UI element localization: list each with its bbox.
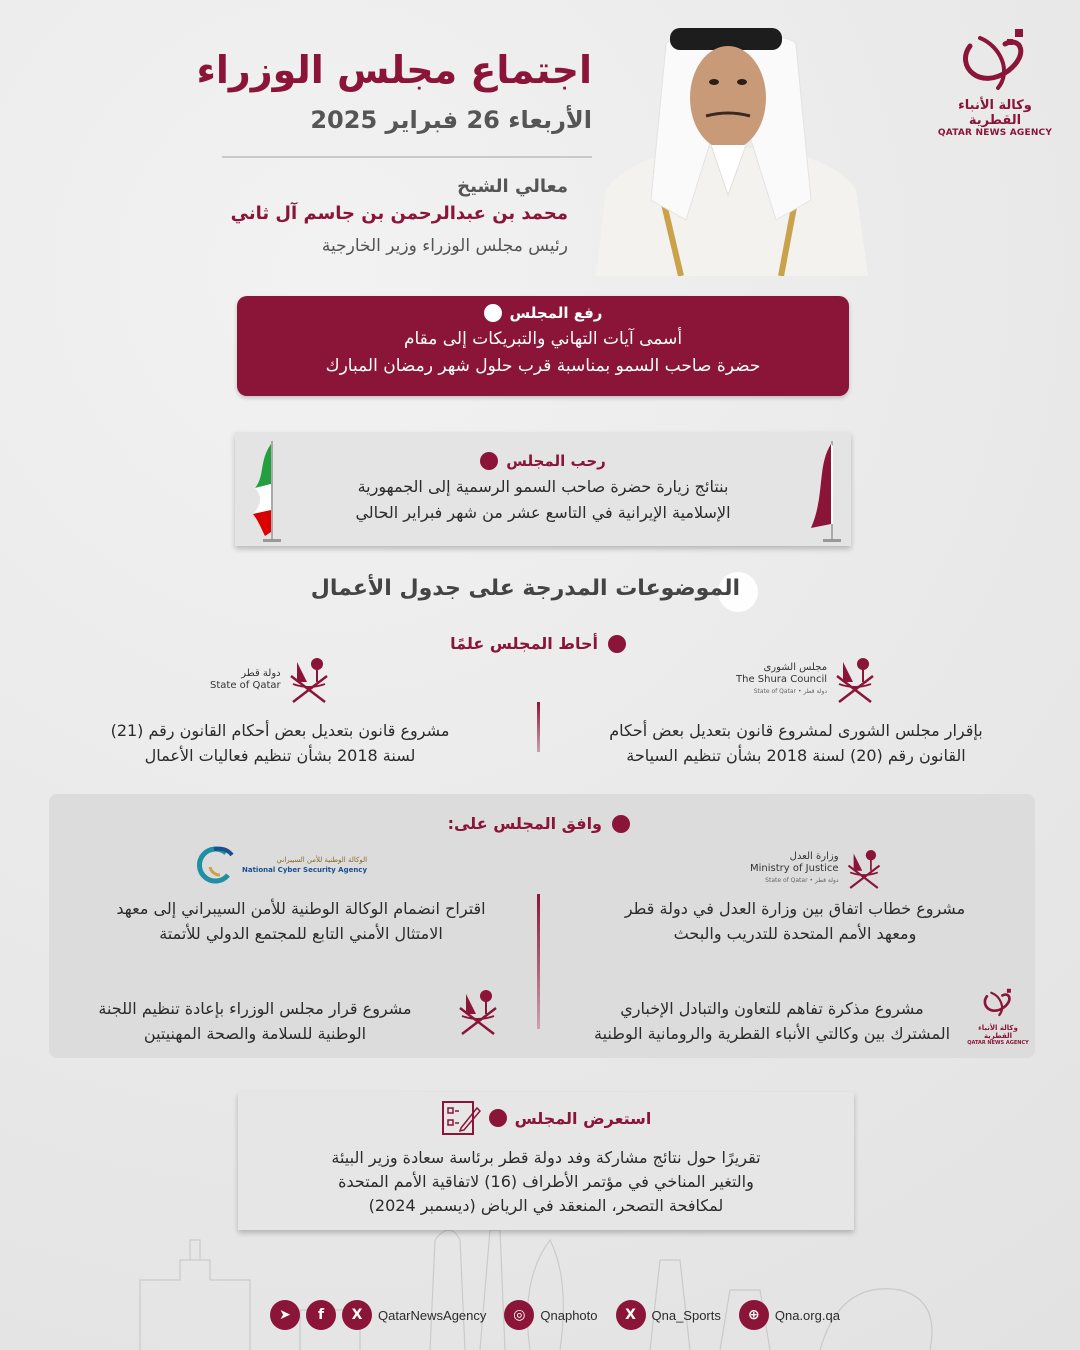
noted-heading-label: أحاط المجلس علمًا: [450, 634, 598, 653]
logo-label-en: National Cyber Security Agency: [242, 866, 368, 874]
item-line-2: المشترك بين وكالتي الأنباء القطرية والرومانية الوطنية: [593, 1024, 951, 1043]
logo-label-ar: وكالة الأنباء القطرية: [978, 1024, 1018, 1040]
reviewed-box: [238, 1092, 854, 1230]
qna-name-ar: وكالة الأنباء القطرية: [958, 98, 1032, 128]
ncsa-logo: [196, 845, 367, 885]
instagram-icon[interactable]: ◎: [504, 1300, 534, 1330]
handle-qnaphoto[interactable]: Qnaphoto: [540, 1307, 598, 1323]
item-line-1: مشروع قانون بتعديل بعض أحكام القانون رقم (21): [110, 721, 450, 740]
approved-item-safety-committee: [70, 996, 440, 1046]
noted-heading: [450, 634, 626, 653]
logo-label-sub: State of Qatar • دولة قطر: [765, 877, 839, 884]
logo-label-en: State of Qatar: [210, 680, 281, 691]
ministry-of-justice-logo: [750, 848, 883, 890]
qatar-emblem-icon: [833, 656, 877, 704]
globe-icon[interactable]: ⊕: [739, 1300, 769, 1330]
qna-small-logo: [966, 986, 1030, 1046]
logo-label-ar: دولة قطر: [241, 668, 281, 679]
approved-heading-label: وافق المجلس على:: [447, 814, 602, 833]
noted-item-business-events: [70, 718, 490, 768]
person-name: محمد بن عبدالرحمن بن جاسم آل ثاني: [230, 203, 568, 224]
raised-heading: رفع المجلس: [509, 304, 603, 322]
facebook-icon[interactable]: f: [306, 1300, 336, 1330]
bullet-icon: [608, 635, 626, 653]
qna-emblem-icon: [950, 26, 1040, 96]
qna-logo: [930, 26, 1060, 136]
reviewed-line-1: تقريرًا حول نتائج مشاركة وفد دولة قطر برئاسة سعادة وزير البيئة: [331, 1148, 761, 1167]
qatar-emblem-icon: [456, 988, 500, 1036]
logo-label-sub: State of Qatar • دولة قطر: [753, 688, 828, 695]
item-line-1: مشروع خطاب اتفاق بين وزارة العدل في دولة قطر: [624, 899, 966, 918]
item-line-2: الامتثال الأمني التابع للمجتمع الدولي للأتمتة: [159, 924, 443, 943]
logo-label-ar: الوكالة الوطنية للأمن السيبراني: [276, 856, 368, 864]
raised-line-2: حضرة صاحب السمو بمناسبة قرب حلول شهر رمضان المبارك: [325, 356, 761, 376]
item-line-1: اقتراح انضمام الوكالة الوطنية للأمن السيبراني إلى معهد: [116, 899, 486, 918]
qna-name-en: QATAR NEWS AGENCY: [937, 128, 1053, 138]
item-line-2: لسنة 2018 بشأن تنظيم فعاليات الأعمال: [144, 746, 416, 765]
checklist-icon: [441, 1100, 481, 1136]
honorific: معالي الشيخ: [457, 176, 568, 197]
social-footer: [270, 1300, 852, 1330]
header-divider: [222, 156, 592, 158]
logo-label-en: QATAR NEWS AGENCY: [967, 1040, 1029, 1046]
person-role: رئيس مجلس الوزراء وزير الخارجية: [321, 236, 568, 256]
bullet-icon: [489, 1109, 507, 1127]
approved-item-justice: [600, 896, 990, 946]
raised-line-1: أسمى آيات التهاني والتبريكات إلى مقام: [403, 329, 683, 349]
item-line-1: مشروع مذكرة تفاهم للتعاون والتبادل الإخباري: [620, 999, 924, 1018]
bullet-icon: [612, 815, 630, 833]
shura-council-logo: [736, 656, 877, 704]
reviewed-line-3: لمكافحة التصحر، المنعقد في الرياض (ديسمبر 2024): [368, 1196, 724, 1215]
qatar-emblem-icon: [845, 848, 883, 890]
handle-qna-sports[interactable]: Qna_Sports: [651, 1307, 721, 1323]
logo-label-ar: مجلس الشورى: [763, 662, 828, 673]
bullet-icon: [480, 452, 498, 470]
x-icon[interactable]: X: [342, 1300, 372, 1330]
qna-emblem-icon: [978, 986, 1018, 1020]
logo-label-ar: وزارة العدل: [789, 851, 839, 862]
item-line-2: الوطنية للسلامة والصحة المهنيتين: [143, 1024, 367, 1043]
meeting-date: الأربعاء 26 فبراير 2025: [310, 106, 592, 134]
doha-skyline-illustration: [100, 1220, 1000, 1350]
item-line-2: ومعهد الأمم المتحدة للتدريب والبحث: [673, 924, 917, 943]
qatar-flag-icon: [797, 436, 845, 546]
iran-flag-icon: [243, 436, 291, 546]
column-separator: [537, 894, 540, 1029]
column-separator: [537, 702, 540, 752]
raised-congratulations-box: [237, 296, 849, 396]
noted-item-shura: [596, 718, 996, 768]
welcomed-box: [235, 432, 851, 546]
approved-heading: [448, 814, 630, 833]
bullet-icon: [484, 304, 502, 322]
website-link[interactable]: Qna.org.qa: [774, 1307, 840, 1323]
welcomed-line-2: الإسلامية الإيرانية في التاسع عشر من شهر فبراير الحالي: [355, 503, 731, 522]
logo-label-en: The Shura Council: [736, 674, 828, 685]
logo-label-en: Ministry of Justice: [750, 863, 839, 874]
reviewed-line-2: والتغير المناخي في مؤتمر الأطراف (16) لاتفاقية الأمم المتحدة: [338, 1172, 754, 1191]
welcomed-heading: رحب المجلس: [506, 452, 606, 470]
handle-qatarnewsagency[interactable]: QatarNewsAgency: [378, 1307, 487, 1323]
telegram-icon[interactable]: ➤: [270, 1300, 300, 1330]
approved-item-news-mou: [582, 996, 962, 1046]
welcomed-line-1: بنتائج زيارة حضرة صاحب السمو الرسمية إلى الجمهورية: [357, 477, 729, 496]
x-icon[interactable]: X: [616, 1300, 646, 1330]
page-title: اجتماع مجلس الوزراء: [196, 48, 592, 92]
agenda-title: الموضوعات المدرجة على جدول الأعمال: [310, 576, 740, 601]
portrait-photo: [586, 20, 876, 276]
state-of-qatar-logo: [210, 656, 331, 704]
reviewed-heading: استعرض المجلس: [514, 1108, 652, 1128]
item-line-1: بإقرار مجلس الشورى لمشروع قانون بتعديل بعض أحكام: [609, 721, 983, 740]
item-line-2: القانون رقم (20) لسنة 2018 بشأن تنظيم السياحة: [626, 746, 966, 765]
approved-item-cybersecurity: [66, 896, 536, 946]
ncsa-emblem-icon: [196, 845, 236, 885]
qatar-emblem-icon: [287, 656, 331, 704]
item-line-1: مشروع قرار مجلس الوزراء بإعادة تنظيم اللجنة: [98, 999, 412, 1018]
